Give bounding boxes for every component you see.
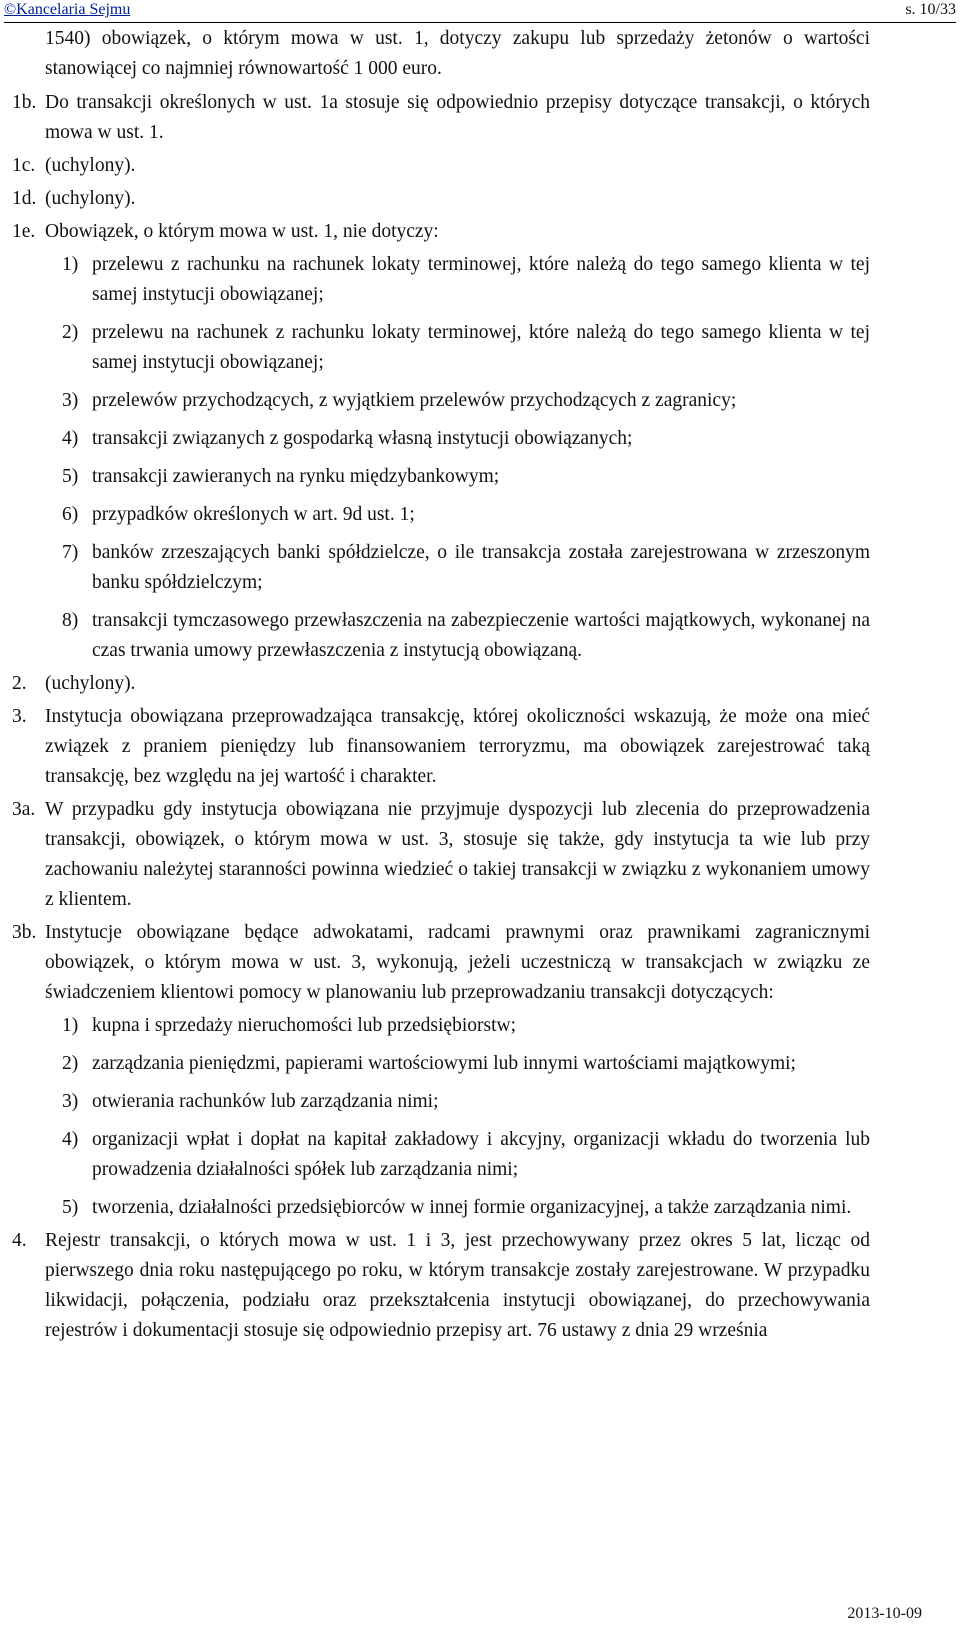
paragraph-text: Rejestr transakcji, o których mowa w ust. 1 i 3, jest przechowywany przez okres 5 lat, licząc od pierwszego dnia roku następującego po roku, w którym transakcje zostały zarejestrowane. W przypadku likwidacji, połączenia, podziału oraz przekształcenia instytucji obowiązanej, do przechowywania rejestrów i dokumentacji stosuje się odpowiednio przepisy art. 76 ustawy z dnia 29 września	[45, 1230, 870, 1341]
paragraph-label: 3a.	[12, 799, 36, 820]
list-item-3b-2	[0, 1049, 870, 1079]
list-item-text: przelewu z rachunku na rachunek lokaty terminowej, które należą do tego samego klienta w tej samej instytucji obowiązanej;	[92, 254, 870, 305]
list-item-1e-4	[0, 424, 870, 454]
paragraph-3a	[0, 795, 870, 915]
list-item-label: 2)	[62, 322, 79, 343]
list-item-1e-3	[0, 386, 870, 416]
paragraph-text: 1540) obowiązek, o którym mowa w ust. 1, dotyczy zakupu lub sprzedaży żetonów o wartości stanowiącej co najmniej równowartość 1 000 euro.	[45, 28, 870, 79]
list-item-text: transakcji zawieranych na rynku międzybankowym;	[92, 466, 500, 487]
list-item-label: 6)	[62, 504, 79, 525]
paragraph-label: 1c.	[12, 155, 36, 176]
paragraph-3b	[0, 918, 870, 1008]
paragraph-text: (uchylony).	[45, 673, 136, 694]
list-item-1e-1	[0, 250, 870, 310]
list-item-label: 1)	[62, 254, 79, 275]
list-item-label: 8)	[62, 610, 79, 631]
list-item-text: tworzenia, działalności przedsiębiorców w innej formie organizacyjnej, a także zarządzania nimi.	[92, 1197, 852, 1218]
list-item-label: 3)	[62, 1091, 79, 1112]
document-date: 2013-10-09	[847, 1605, 922, 1622]
list-item-3b-5	[0, 1193, 870, 1223]
paragraph-text: Instytucja obowiązana przeprowadzająca transakcję, której okoliczności wskazują, że może ona mieć związek z praniem pieniędzy lub finansowaniem terroryzmu, ma obowiązek zarejestrować taką transakcję, bez względu na jej wartość i charakter.	[45, 706, 870, 787]
list-item-text: kupna i sprzedaży nieruchomości lub przedsiębiorstw;	[92, 1015, 517, 1036]
list-item-1e-6	[0, 500, 870, 530]
paragraph-text: W przypadku gdy instytucja obowiązana nie przyjmuje dyspozycji lub zlecenia do przeprowadzenia transakcji, obowiązek, o którym mowa w ust. 3, stosuje się także, gdy instytucja ta wie lub przy zachowaniu należytej staranności powinna wiedzieć o takiej transakcji w związku z wykonaniem umowy z klientem.	[45, 799, 870, 910]
list-item-text: zarządzania pieniędzmi, papierami wartościowymi lub innymi wartościami majątkowymi;	[92, 1053, 796, 1074]
list-item-text: przypadków określonych w art. 9d ust. 1;	[92, 504, 415, 525]
list-item-text: przelewów przychodzących, z wyjątkiem przelewów przychodzących z zagranicy;	[92, 390, 737, 411]
list-item-label: 3)	[62, 390, 79, 411]
paragraph-text: Instytucje obowiązane będące adwokatami, radcami prawnymi oraz prawnikami zagranicznymi obowiązek, o którym mowa w ust. 3, wykonują, jeżeli uczestniczą w transakcjach w związku ze świadczeniem klientowi pomocy w planowaniu lub przeprowadzaniu transakcji dotyczących:	[45, 922, 870, 1003]
list-item-label: 5)	[62, 1197, 79, 1218]
paragraph-label: 4.	[12, 1230, 27, 1251]
list-item-3b-4	[0, 1125, 870, 1185]
paragraph-4	[0, 1226, 870, 1346]
list-item-1e-8	[0, 606, 870, 666]
paragraph-label: 1e.	[12, 221, 36, 242]
copyright-notice	[4, 0, 130, 20]
paragraph-label: 3b.	[12, 922, 37, 943]
list-item-label: 7)	[62, 542, 79, 563]
paragraph-label: 2.	[12, 673, 27, 694]
list-item-label: 2)	[62, 1053, 79, 1074]
list-item-3b-1	[0, 1011, 870, 1041]
page-header	[4, 0, 956, 23]
paragraph-label: 3.	[12, 706, 27, 727]
list-item-text: transakcji związanych z gospodarką własną instytucji obowiązanych;	[92, 428, 633, 449]
list-item-text: transakcji tymczasowego przewłaszczenia na zabezpieczenie wartości majątkowych, wykonanej na czas trwania umowy przewłaszczenia z instytucją obowiązaną.	[92, 610, 870, 661]
page-number: s. 10/33	[905, 1, 956, 18]
list-item-label: 5)	[62, 466, 79, 487]
list-item-1e-7	[0, 538, 870, 598]
list-item-label: 4)	[62, 428, 79, 449]
copyright-link[interactable]: ©Kancelaria Sejmu	[4, 1, 131, 18]
paragraph-continuation	[0, 24, 870, 84]
paragraph-text: Obowiązek, o którym mowa w ust. 1, nie dotyczy:	[45, 221, 439, 242]
paragraph-1d	[0, 184, 870, 214]
paragraph-1b	[0, 88, 870, 148]
list-item-1e-2	[0, 318, 870, 378]
list-item-text: otwierania rachunków lub zarządzania nimi;	[92, 1091, 439, 1112]
paragraph-label: 1b.	[12, 92, 37, 113]
paragraph-text: (uchylony).	[45, 188, 136, 209]
list-item-text: banków zrzeszających banki spółdzielcze, o ile transakcja została zarejestrowana w zrzeszonym banku spółdzielczym;	[92, 542, 870, 593]
list-item-3b-3	[0, 1087, 870, 1117]
document-body	[0, 24, 960, 1349]
paragraph-text: (uchylony).	[45, 155, 136, 176]
list-item-1e-5	[0, 462, 870, 492]
paragraph-1e	[0, 217, 870, 247]
list-item-label: 4)	[62, 1129, 79, 1150]
paragraph-2	[0, 669, 870, 699]
list-item-text: organizacji wpłat i dopłat na kapitał zakładowy i akcyjny, organizacji wkładu do tworzenia lub prowadzenia działalności spółek lub zarządzania nimi;	[92, 1129, 870, 1180]
paragraph-1c	[0, 151, 870, 181]
paragraph-text: Do transakcji określonych w ust. 1a stosuje się odpowiednio przepisy dotyczące transakcji, o których mowa w ust. 1.	[45, 92, 870, 143]
paragraph-label: 1d.	[12, 188, 37, 209]
list-item-label: 1)	[62, 1015, 79, 1036]
paragraph-3	[0, 702, 870, 792]
list-item-text: przelewu na rachunek z rachunku lokaty terminowej, które należą do tego samego klienta w tej samej instytucji obowiązanej;	[92, 322, 870, 373]
